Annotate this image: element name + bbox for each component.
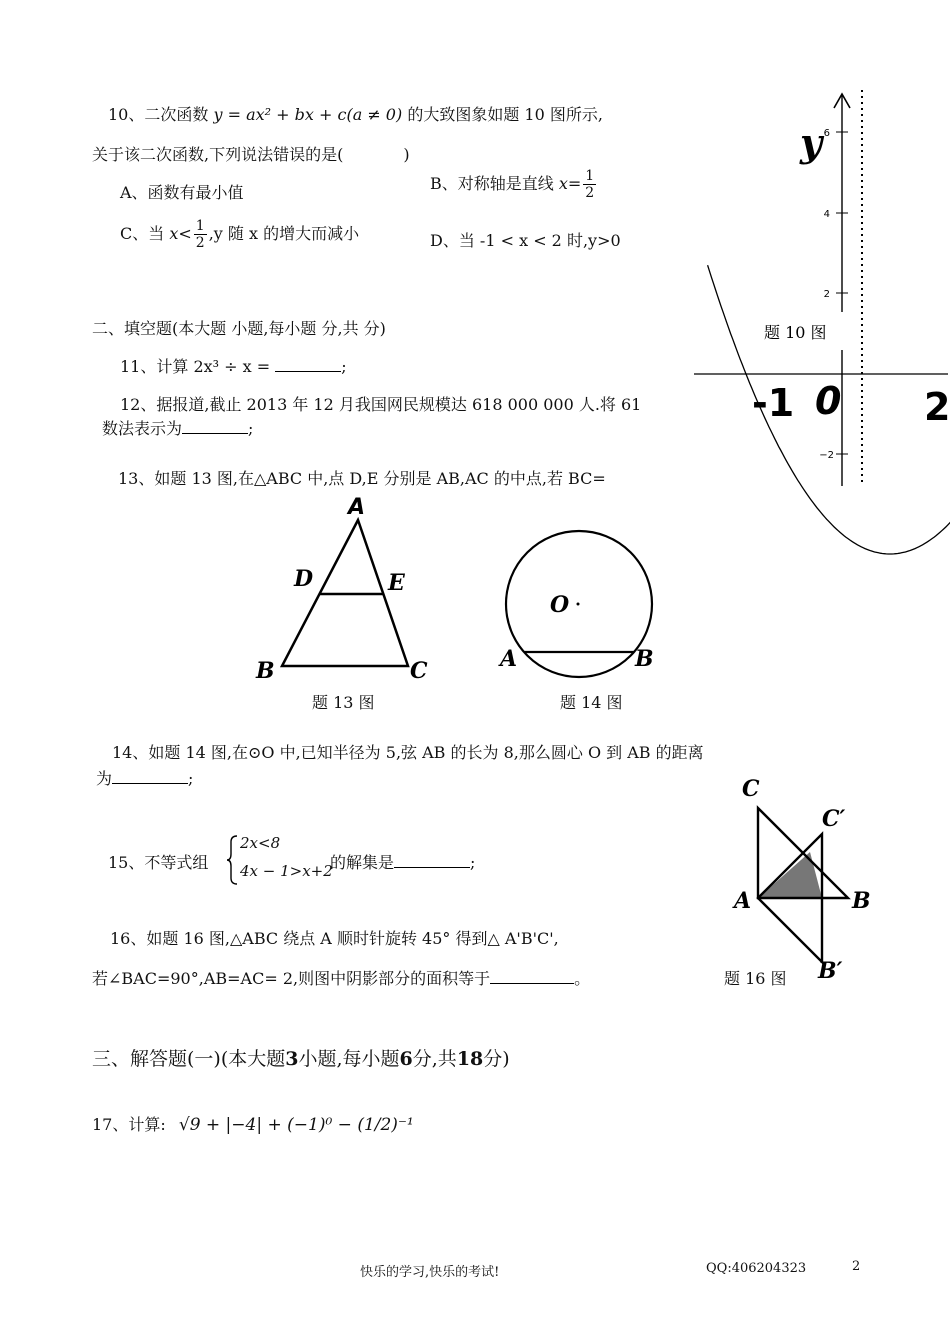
q10-question: 关于该二次函数,下列说法错误的是(	[92, 145, 344, 164]
q11-suffix: ;	[341, 357, 347, 376]
footer-slogan: 快乐的学习,快乐的考试!	[360, 1265, 500, 1280]
q15-inequality-2: 4x − 1>x+2	[240, 862, 333, 880]
q14-line2	[96, 766, 193, 789]
q12-line1: 12、据报道,截止 2013 年 12 月我国网民规模达 618 000 000 人.将 61	[120, 395, 642, 414]
frac-num: 1	[195, 218, 205, 234]
q11-text: 11、计算 2x³ ÷ x =	[120, 357, 271, 376]
tick-label-2: 2	[823, 289, 830, 300]
x-label-minus1: -1	[752, 381, 795, 425]
origin-label: 0	[815, 379, 842, 423]
q10-suffix: 的大致图象如题 10 图所示,	[407, 105, 603, 124]
label-e: E	[388, 570, 405, 596]
q16-line2	[92, 966, 590, 989]
label-d: D	[294, 566, 314, 592]
q14-suffix: ;	[188, 769, 194, 788]
label-c: C	[410, 658, 428, 684]
q12-line2	[102, 416, 253, 439]
figure-14-caption: 题 14 图	[560, 693, 623, 712]
center-point	[577, 603, 580, 606]
q10-optc-prefix: C、当	[120, 224, 165, 243]
q10-optb-var: x=	[558, 174, 582, 193]
figure-16-caption: 题 16 图	[724, 969, 787, 988]
q10-option-d: D、当 -1 < x < 2 时,y>0	[430, 231, 621, 250]
q14-answer-blank[interactable]	[112, 767, 188, 784]
q15-inequality-1: 2x<8	[240, 834, 281, 852]
q10-optb-prefix: B、对称轴是直线	[430, 174, 554, 193]
frac-den: 2	[195, 235, 205, 251]
sec3-total: 18	[456, 1048, 484, 1070]
label-a: A	[734, 888, 752, 914]
q15-answer-blank[interactable]	[394, 851, 470, 868]
sec3-count: 3	[285, 1048, 299, 1070]
q10-optb-fraction	[583, 168, 596, 201]
q10-line2	[92, 142, 410, 165]
q16-line1: 16、如题 16 图,△ABC 绕点 A 顺时针旋转 45° 得到△ A'B'C',	[110, 929, 559, 948]
q17-text: 17、计算:	[92, 1115, 166, 1134]
sec3-points-each: 6	[399, 1048, 413, 1070]
sec3-text-1: 三、解答题(一)(本大题	[92, 1048, 286, 1070]
q10-option-c	[120, 218, 359, 251]
sec3-text-3: 分,共	[412, 1048, 457, 1070]
figure-13-triangle	[250, 490, 440, 690]
label-a: A	[348, 495, 366, 520]
figure-13-caption: 题 13 图	[312, 693, 375, 712]
q16-suffix: 。	[574, 969, 591, 988]
figure-14-circle	[490, 530, 670, 680]
shaded-region	[758, 852, 822, 898]
y-axis-label: y	[800, 120, 823, 165]
figure-10-graph	[690, 86, 950, 490]
label-b: B	[852, 888, 871, 914]
q10-close-paren: )	[403, 145, 410, 164]
q10-option-b	[430, 168, 598, 201]
q16-answer-blank[interactable]	[490, 967, 574, 984]
label-c-prime: C′	[822, 806, 846, 832]
frac-den: 2	[585, 185, 595, 201]
tick-label-4: 4	[823, 209, 830, 220]
x-label-2: 2	[924, 385, 950, 429]
q14-text: 为	[96, 769, 113, 788]
q10-optc-suffix: ,y 随 x 的增大而减小	[208, 224, 360, 243]
q17	[92, 1112, 414, 1135]
q10-prefix: 10、二次函数	[108, 105, 209, 124]
q12-suffix: ;	[248, 419, 254, 438]
brace-icon	[226, 834, 238, 886]
section-3-heading	[92, 1044, 510, 1071]
page-number: 2	[852, 1259, 861, 1274]
q15-suffix: ;	[470, 853, 476, 872]
label-b: B	[635, 646, 654, 672]
q12-text: 数法表示为	[102, 419, 183, 438]
q14-line1: 14、如题 14 图,在⊙O 中,已知半径为 5,弦 AB 的长为 8,那么圆心 O 到 AB 的距离	[112, 743, 704, 762]
q13-text: 13、如题 13 图,在△ABC 中,点 D,E 分别是 AB,AC 的中点,若 BC=	[118, 469, 606, 488]
section-2-heading: 二、填空题(本大题 小题,每小题 分,共 分)	[92, 319, 386, 338]
label-b: B	[256, 658, 275, 684]
label-o: O	[550, 592, 570, 618]
q11	[120, 354, 347, 377]
q11-answer-blank[interactable]	[275, 355, 341, 372]
figure-16-rotation	[730, 770, 880, 990]
figure-10-caption: 题 10 图	[764, 323, 827, 342]
sec3-text-4: 分)	[483, 1048, 510, 1070]
q10-line1	[108, 102, 603, 125]
q10-optc-var: x<	[169, 224, 192, 243]
label-a: A	[500, 646, 518, 672]
q15-text: 的解集是	[330, 853, 395, 872]
q12-answer-blank[interactable]	[182, 417, 248, 434]
label-c: C	[742, 776, 760, 802]
tick-label-6: 6	[823, 128, 830, 139]
q10-optc-fraction	[194, 218, 207, 251]
q15-suffix-line	[330, 850, 475, 873]
q16-text: 若∠BAC=90°,AB=AC= 2,则图中阴影部分的面积等于	[92, 969, 491, 988]
q17-expression: √9 + |−4| + (−1)⁰ − (1/2)⁻¹	[178, 1115, 414, 1135]
sec3-text-2: 小题,每小题	[298, 1048, 400, 1070]
tick-label-minus2: −2	[819, 450, 834, 461]
q10-formula: y = ax² + bx + c(a ≠ 0)	[213, 105, 403, 124]
frac-num: 1	[585, 168, 595, 184]
q10-option-a: A、函数有最小值	[120, 183, 244, 202]
footer-qq: QQ:406204323	[706, 1261, 807, 1276]
label-b-prime: B′	[818, 958, 843, 984]
q15-prefix: 15、不等式组	[108, 853, 209, 872]
